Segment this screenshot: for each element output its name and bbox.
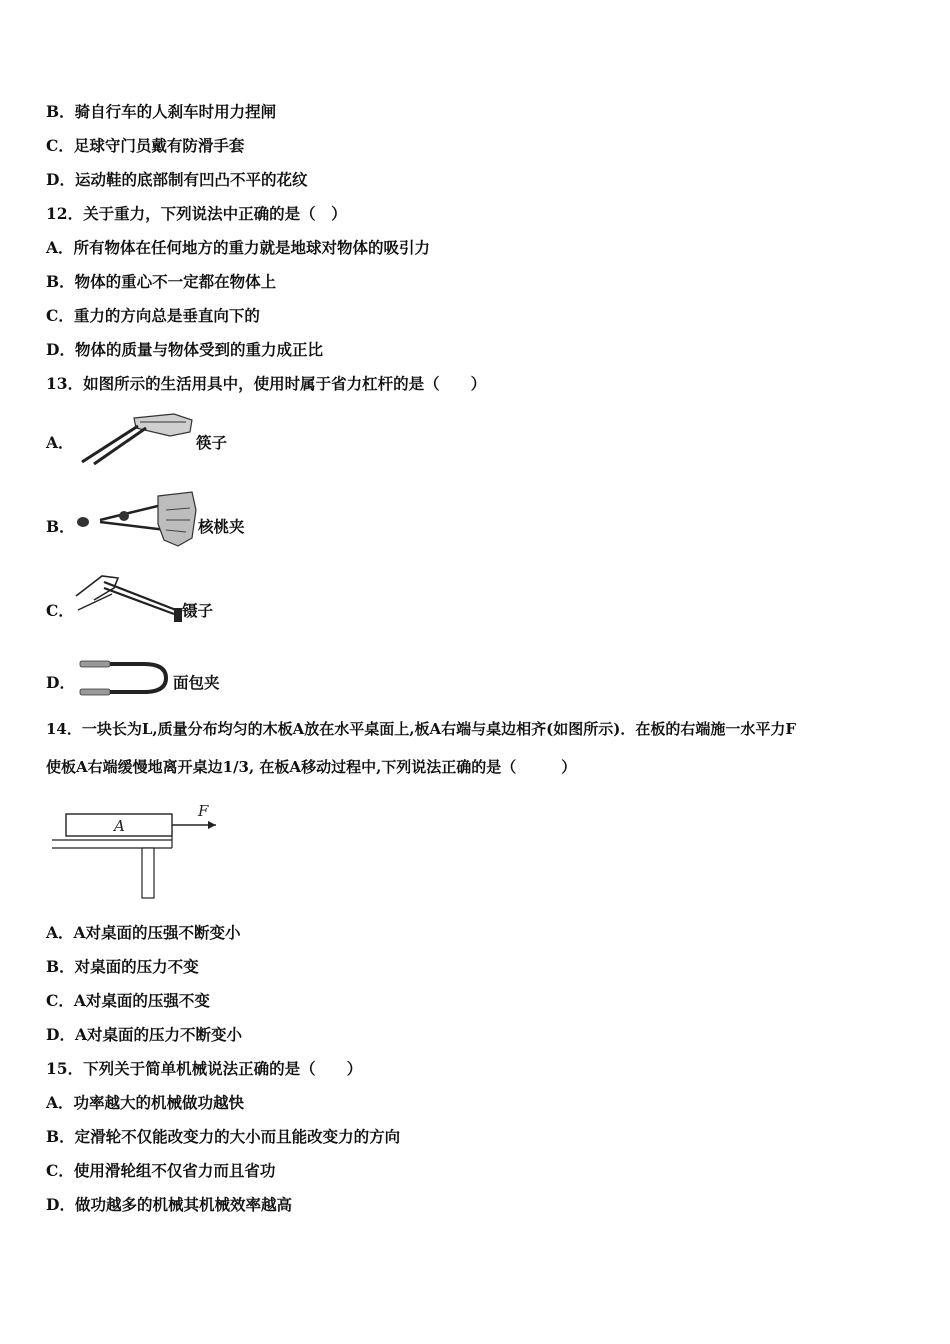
q14-option-a: A．A对桌面的压强不断变小	[46, 923, 241, 942]
q13-option-a-label: A．	[46, 433, 74, 452]
q13-option-c-label: C．	[46, 601, 74, 620]
q14-stem-line-1: 14．一块长为L,质量分布均匀的木板A放在水平桌面上,板A右端与桌边相齐(如图所示)．在板的右端施一水平力F	[46, 720, 796, 738]
q13-option-b-label: B．	[46, 517, 75, 536]
q13-stem: 13．如图所示的生活用具中，使用时属于省力杠杆的是（ ）	[46, 374, 487, 393]
q12-option-a: A．所有物体在任何地方的重力就是地球对物体的吸引力	[46, 238, 431, 257]
force-label: F	[198, 802, 209, 820]
q13-option-b-caption: 核桃夹	[198, 517, 245, 536]
q15-stem: 15．下列关于简单机械说法正确的是（ ）	[46, 1059, 363, 1078]
board-on-table-figure	[52, 796, 232, 900]
chopsticks-image	[74, 410, 196, 466]
q12-stem: 12．关于重力，下列说法中正确的是（ ）	[46, 204, 347, 223]
q11-option-c: C．足球守门员戴有防滑手套	[46, 136, 245, 155]
board-a-label: A	[114, 817, 125, 835]
q15-option-a: A．功率越大的机械做功越快	[46, 1093, 245, 1112]
q14-option-d: D．A对桌面的压力不断变小	[46, 1025, 242, 1044]
q15-option-d: D．做功越多的机械其机械效率越高	[46, 1195, 292, 1214]
q13-option-d-label: D．	[46, 673, 75, 692]
q12-option-d: D．物体的质量与物体受到的重力成正比	[46, 340, 323, 359]
q12-option-b: B．物体的重心不一定都在物体上	[46, 272, 277, 291]
q13-option-d-caption: 面包夹	[173, 673, 220, 692]
q14-option-c: C．A对桌面的压强不变	[46, 991, 210, 1010]
q15-option-c: C．使用滑轮组不仅省力而且省功	[46, 1161, 276, 1180]
q13-option-c-caption: 镊子	[182, 601, 214, 620]
q12-option-c: C．重力的方向总是垂直向下的	[46, 306, 260, 325]
tweezers-image	[74, 570, 186, 624]
q11-option-d: D．运动鞋的底部制有凹凸不平的花纹	[46, 170, 308, 189]
bread-tongs-image	[74, 658, 174, 698]
q11-option-b: B．骑自行车的人刹车时用力捏闸	[46, 102, 277, 121]
q14-stem-line-2: 使板A右端缓慢地离开桌边1/3, 在板A移动过程中,下列说法正确的是（ ）	[46, 758, 577, 776]
q14-option-b: B．对桌面的压力不变	[46, 957, 199, 976]
table-leg	[142, 848, 154, 898]
nutcracker-image	[74, 490, 198, 548]
q15-option-b: B．定滑轮不仅能改变力的大小而且能改变力的方向	[46, 1127, 401, 1146]
q13-option-a-caption: 筷子	[196, 433, 228, 452]
